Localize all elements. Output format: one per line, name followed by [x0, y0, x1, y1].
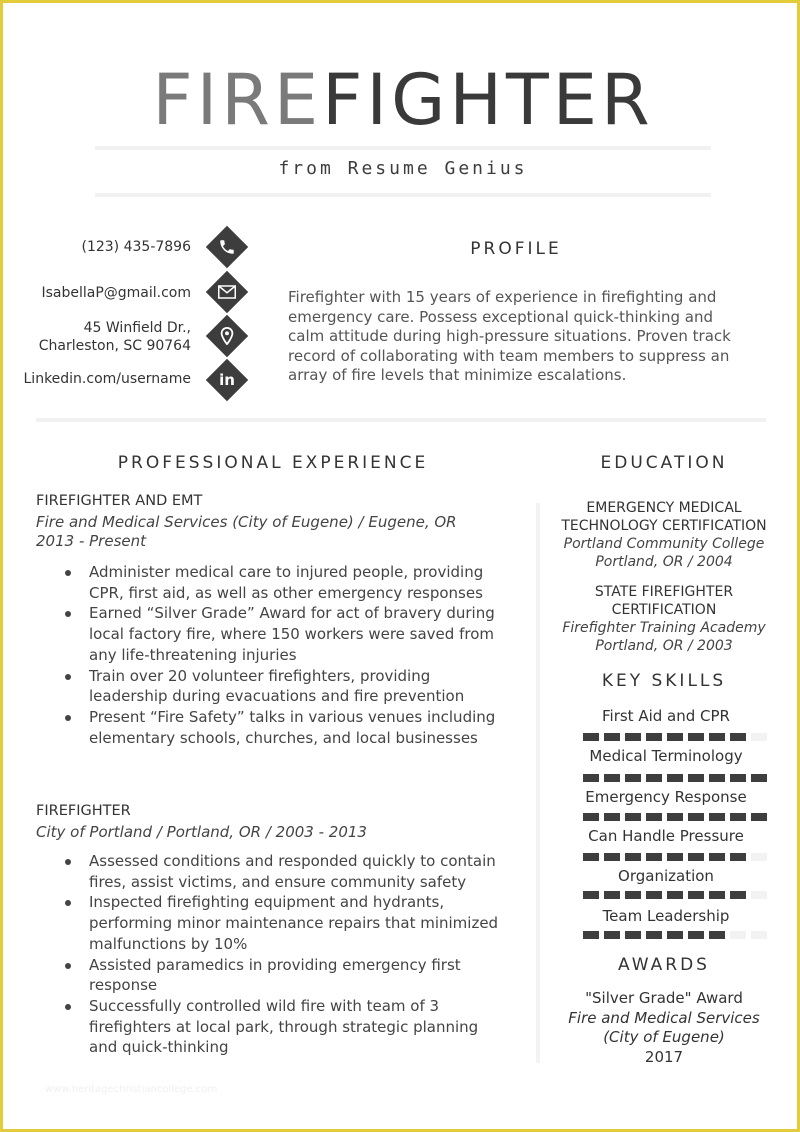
skill-segment-empty [730, 931, 746, 939]
skill-segment-filled [625, 774, 641, 782]
linkedin-icon: in [219, 371, 235, 389]
skill-label-3: Emergency Response [585, 788, 747, 806]
skill-segment-filled [583, 733, 599, 741]
skill-segment-filled [709, 931, 725, 939]
skill-bar-6 [583, 931, 767, 939]
list-item: Inspected firefighting equipment and hydrants, performing minor maintenance repairs that minimized malfunctions by 10% [63, 892, 503, 954]
skill-segment-filled [604, 853, 620, 861]
job-1-bullets [63, 562, 503, 748]
list-item: Present “Fire Safety” talks in various venues including elementary schools, churches, and local businesses [63, 707, 503, 748]
skill-bar-4 [583, 853, 767, 861]
contact-address-line1: 45 Winfield Dr., [83, 320, 191, 336]
contact-linkedin: Linkedin.com/username [23, 371, 191, 387]
profile-heading: PROFILE [470, 239, 562, 259]
skill-segment-empty [751, 891, 767, 899]
awards-heading: AWARDS [618, 955, 710, 975]
skill-segment-filled [583, 853, 599, 861]
skill-label-1: First Aid and CPR [602, 707, 730, 725]
job-2-title: FIREFIGHTER [36, 803, 131, 819]
skill-segment-filled [709, 733, 725, 741]
job-2-org: City of Portland / Portland, OR / 2003 - 2013 [36, 823, 367, 841]
skill-bar-2 [583, 774, 767, 782]
skill-segment-filled [667, 774, 683, 782]
list-item: Successfully controlled wild fire with team of 3 firefighters at local park, through strategic planning and quick-thinking [63, 996, 503, 1058]
list-item: Administer medical care to injured people, providing CPR, first aid, as well as other emergency responses [63, 562, 503, 603]
skill-segment-filled [583, 774, 599, 782]
header-top-rule [95, 146, 711, 150]
skill-segment-filled [709, 813, 725, 821]
education-1-line2: TECHNOLOGY CERTIFICATION [561, 518, 767, 534]
skill-label-4: Can Handle Pressure [588, 827, 744, 845]
skill-bar-3 [583, 813, 767, 821]
skill-segment-filled [730, 813, 746, 821]
job-2-bullets [63, 851, 503, 1058]
skill-segment-filled [667, 853, 683, 861]
award-org-line1: Fire and Medical Services [568, 1008, 760, 1027]
resume-subtitle: from Resume Genius [278, 158, 528, 179]
skill-label-2: Medical Terminology [589, 747, 743, 765]
skill-segment-filled [625, 931, 641, 939]
experience-heading: PROFESSIONAL EXPERIENCE [117, 453, 429, 473]
skill-segment-filled [583, 891, 599, 899]
job-1-org: Fire and Medical Services (City of Eugene) / Eugene, OR [36, 513, 457, 531]
skill-segment-filled [604, 813, 620, 821]
skill-segment-empty [751, 931, 767, 939]
header-bottom-rule [95, 193, 711, 197]
watermark: www.heritagechristiancollege.com [45, 1084, 218, 1095]
education-item-2 [558, 583, 770, 655]
education-2-line1: STATE FIREFIGHTER [594, 584, 734, 600]
skill-segment-filled [667, 891, 683, 899]
skill-segment-filled [646, 774, 662, 782]
skill-segment-filled [646, 891, 662, 899]
award-year: 2017 [644, 1047, 684, 1066]
education-1-place: Portland, OR / 2004 [595, 554, 733, 570]
skill-segment-filled [604, 733, 620, 741]
skill-segment-filled [688, 931, 704, 939]
skill-segment-filled [688, 733, 704, 741]
list-item: Train over 20 volunteer firefighters, providing leadership during evacuations and fire prevention [63, 666, 503, 707]
skill-segment-filled [730, 733, 746, 741]
skill-segment-empty [751, 853, 767, 861]
skill-segment-filled [646, 733, 662, 741]
skill-segment-filled [667, 813, 683, 821]
skill-segment-filled [583, 931, 599, 939]
name-part-dark: FIGHTER [322, 59, 654, 141]
skill-segment-filled [667, 931, 683, 939]
profile-text: Firefighter with 15 years of experience in firefighting and emergency care. Possess exceptional quick-thinking and calm attitude during high-pressure situations. Proven track record of collaborating with team members to suppress an array of fire levels that minimize escalations. [288, 288, 731, 384]
contact-phone: (123) 435-7896 [81, 239, 191, 255]
column-divider [536, 503, 540, 1063]
contact-address-line2: Charleston, SC 90764 [38, 338, 191, 354]
education-2-place: Portland, OR / 2003 [595, 638, 733, 654]
skill-segment-filled [646, 813, 662, 821]
award-org-line2: (City of Eugene) [603, 1028, 725, 1046]
skill-segment-filled [751, 774, 767, 782]
envelope-icon [212, 277, 242, 307]
skill-segment-filled [646, 931, 662, 939]
list-item: Earned “Silver Grade” Award for act of bravery during local factory fire, where 150 workers were saved from any life-threatening injuries [63, 603, 503, 665]
skill-segment-filled [688, 853, 704, 861]
skill-segment-filled [730, 774, 746, 782]
skill-segment-filled [751, 813, 767, 821]
skill-segment-filled [625, 891, 641, 899]
list-item: Assessed conditions and responded quickly to contain fires, assist victims, and ensure community safety [63, 851, 503, 892]
education-1-line1: EMERGENCY MEDICAL [586, 500, 742, 516]
skill-segment-filled [625, 853, 641, 861]
education-heading: EDUCATION [600, 453, 728, 473]
job-1-dates: 2013 - Present [36, 532, 146, 550]
skill-segment-filled [709, 853, 725, 861]
skill-segment-filled [688, 774, 704, 782]
skill-segment-filled [730, 891, 746, 899]
award-name: "Silver Grade" Award [585, 989, 743, 1007]
skill-segment-filled [688, 813, 704, 821]
skill-segment-filled [688, 891, 704, 899]
skill-segment-filled [604, 931, 620, 939]
phone-icon [212, 232, 242, 262]
contact-email: IsabellaP@gmail.com [41, 285, 191, 301]
skill-segment-filled [709, 891, 725, 899]
skill-segment-filled [730, 853, 746, 861]
skill-segment-filled [646, 853, 662, 861]
skill-segment-filled [604, 774, 620, 782]
skill-segment-filled [667, 733, 683, 741]
skill-bar-5 [583, 891, 767, 899]
skill-segment-filled [583, 813, 599, 821]
award-item [558, 989, 770, 1067]
skill-segment-filled [625, 813, 641, 821]
skill-label-6: Team Leadership [602, 907, 730, 925]
skill-segment-filled [625, 733, 641, 741]
skill-bar-1 [583, 733, 767, 741]
skill-segment-filled [709, 774, 725, 782]
skill-segment-empty [751, 733, 767, 741]
job-1-title: FIREFIGHTER AND EMT [36, 493, 203, 509]
map-pin-icon [212, 321, 242, 351]
profile-divider [36, 418, 766, 422]
education-2-school: Firefighter Training Academy [562, 620, 766, 636]
skill-label-5: Organization [618, 867, 714, 885]
list-item: Assisted paramedics in providing emergency first response [63, 955, 503, 996]
education-2-line2: CERTIFICATION [611, 602, 717, 618]
name-part-light: FIRE [152, 59, 323, 141]
resume-name [3, 58, 800, 142]
skill-segment-filled [604, 891, 620, 899]
skills-heading: KEY SKILLS [601, 671, 727, 691]
education-item-1 [558, 499, 770, 571]
education-1-school: Portland Community College [563, 536, 765, 552]
